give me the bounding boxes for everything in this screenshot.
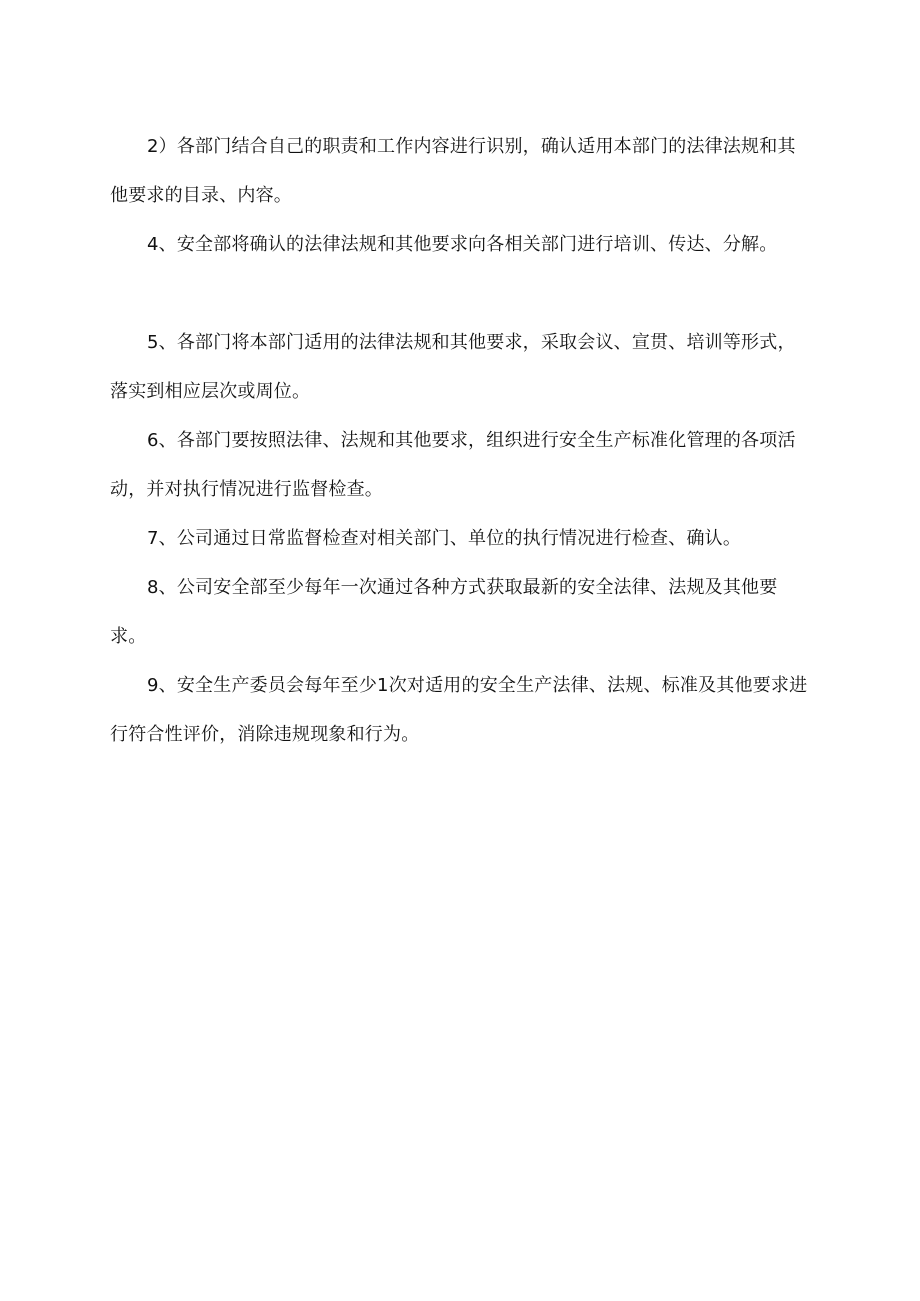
paragraph-item-9: 9、安全生产委员会每年至少1次对适用的安全生产法律、法规、标准及其他要求进行符合性评价，消除违规现象和行为。 (110, 675, 808, 745)
paragraph-item-7: 7、公司通过日常监督检查对相关部门、单位的执行情况进行检查、确认。 (147, 528, 742, 549)
paragraph-item-8: 8、公司安全部至少每年一次通过各种方式获取最新的安全法律、法规及其他要求。 (110, 577, 778, 647)
paragraph-item-4: 4、安全部将确认的法律法规和其他要求向各相关部门进行培训、传达、分解。 (147, 234, 778, 255)
paragraph-item-2: 2）各部门结合自己的职责和工作内容进行识别，确认适用本部门的法律法规和其他要求的目录、内容。 (110, 136, 796, 206)
paragraph-item-5: 5、各部门将本部门适用的法律法规和其他要求，采取会议、宣贯、培训等形式，落实到相应层次或周位。 (110, 332, 796, 402)
paragraph-item-6: 6、各部门要按照法律、法规和其他要求，组织进行安全生产标准化管理的各项活动，并对执行情况进行监督检查。 (110, 430, 796, 500)
